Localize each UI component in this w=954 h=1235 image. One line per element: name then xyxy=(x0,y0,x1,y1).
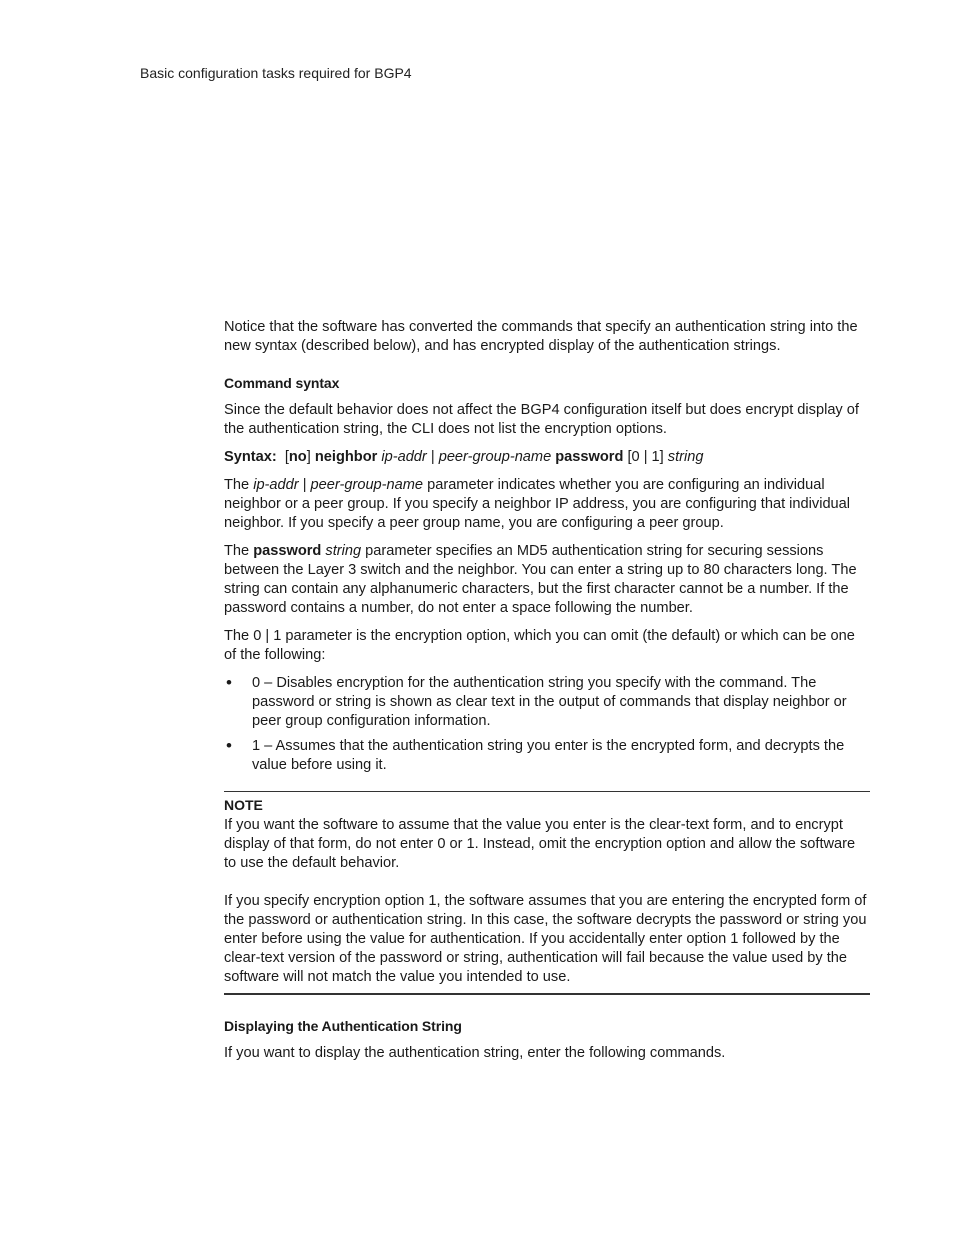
text: The xyxy=(224,477,254,493)
list-item xyxy=(224,737,870,775)
param-peer-group: peer-group-name xyxy=(310,477,424,493)
syntax-password: password xyxy=(555,449,624,465)
syntax-string: string xyxy=(667,449,704,465)
syntax-pipe: | xyxy=(426,449,439,465)
command-syntax-paragraph: Since the default behavior does not affect the BGP4 configuration itself but does encrypt display of the authentication string, the CLI does not list the encryption options. xyxy=(224,402,859,437)
option-key: 0 xyxy=(252,675,261,691)
text: | xyxy=(261,628,274,644)
param-password: password xyxy=(253,543,322,559)
syntax-peer-group: peer-group-name xyxy=(438,449,552,465)
bracket: [ xyxy=(284,449,289,465)
note-box xyxy=(224,791,870,995)
syntax-neighbor: neighbor xyxy=(314,449,378,465)
param-string: string xyxy=(325,543,362,559)
syntax-no: no xyxy=(288,449,307,465)
text: parameter is the encryption option, which you can omit (the default) or which can be one of the following: xyxy=(224,628,855,663)
text: parameter specifies an MD5 authentication string for securing sessions between the Layer 3 switch and the neighbor. You can enter a string up to 80 characters long. The string can contain any alphanumeric characters, but the first character cannot be a number. If the password contains a number, do not enter a space following the number. xyxy=(224,543,857,616)
text: | xyxy=(298,477,311,493)
option-key: 1 xyxy=(252,738,261,754)
syntax-ip-addr: ip-addr xyxy=(381,449,427,465)
option-text: – Assumes that the authentication string you enter is the encrypted form, and decrypts the value before using it. xyxy=(252,738,845,773)
bracket: ] xyxy=(306,449,311,465)
encryption-options-list xyxy=(224,674,870,775)
note-paragraph-2: If you specify encryption option 1, the software assumes that you are entering the encrypted form of the password or authentication string. In this case, the software decrypts the password or string you enter before using the value for authentication. If you accidentally enter option 1 followed by the clear-text version of the password or string, authentication will fail because the value used by the software will not match the value you intended to use. xyxy=(224,893,867,985)
param-ip-addr: ip-addr xyxy=(253,477,299,493)
intro-paragraph: Notice that the software has converted the commands that specify an authentication string into the new syntax (described below), and has encrypted display of the authentication strings. xyxy=(224,319,858,354)
syntax-zero: 0 xyxy=(631,449,640,465)
display-section-heading: Displaying the Authentication String xyxy=(224,1018,462,1034)
note-paragraph-1: If you want the software to assume that the value you enter is the clear-text form, and to encrypt display of that form, do not enter 0 or 1. Instead, omit the encryption option and allow the software to use the default behavior. xyxy=(224,817,856,871)
display-section-paragraph: If you want to display the authentication string, enter the following commands. xyxy=(224,1045,726,1061)
password-paragraph xyxy=(224,542,870,618)
param-zero: 0 xyxy=(253,628,262,644)
option-text: – Disables encryption for the authentication string you specify with the command. The password or string is shown as clear text in the output of commands that display neighbor or peer group configuration information. xyxy=(252,675,847,729)
command-syntax-heading: Command syntax xyxy=(224,375,340,391)
syntax-label: Syntax: xyxy=(224,449,277,465)
text: parameter indicates whether you are configuring an individual neighbor or a peer group. If you specify a neighbor IP address, you are configuring that individual neighbor. If you specify a peer group name, you are configuring a peer group. xyxy=(224,477,851,531)
list-item xyxy=(224,674,870,731)
bracket: ] xyxy=(659,449,664,465)
syntax-one: 1 xyxy=(651,449,660,465)
text: The xyxy=(224,543,254,559)
param-one: 1 xyxy=(273,628,282,644)
bracket: [ xyxy=(627,449,632,465)
running-header: Basic configuration tasks required for BGP4 xyxy=(140,65,412,81)
page-content xyxy=(224,318,870,1072)
syntax-line: Syntax: [no] neighbor ip-addr | peer-group-name password [0 | 1] string xyxy=(224,449,704,465)
ip-addr-paragraph xyxy=(224,476,870,533)
note-label: NOTE xyxy=(224,797,263,813)
text: The xyxy=(224,628,254,644)
encryption-paragraph xyxy=(224,627,870,665)
